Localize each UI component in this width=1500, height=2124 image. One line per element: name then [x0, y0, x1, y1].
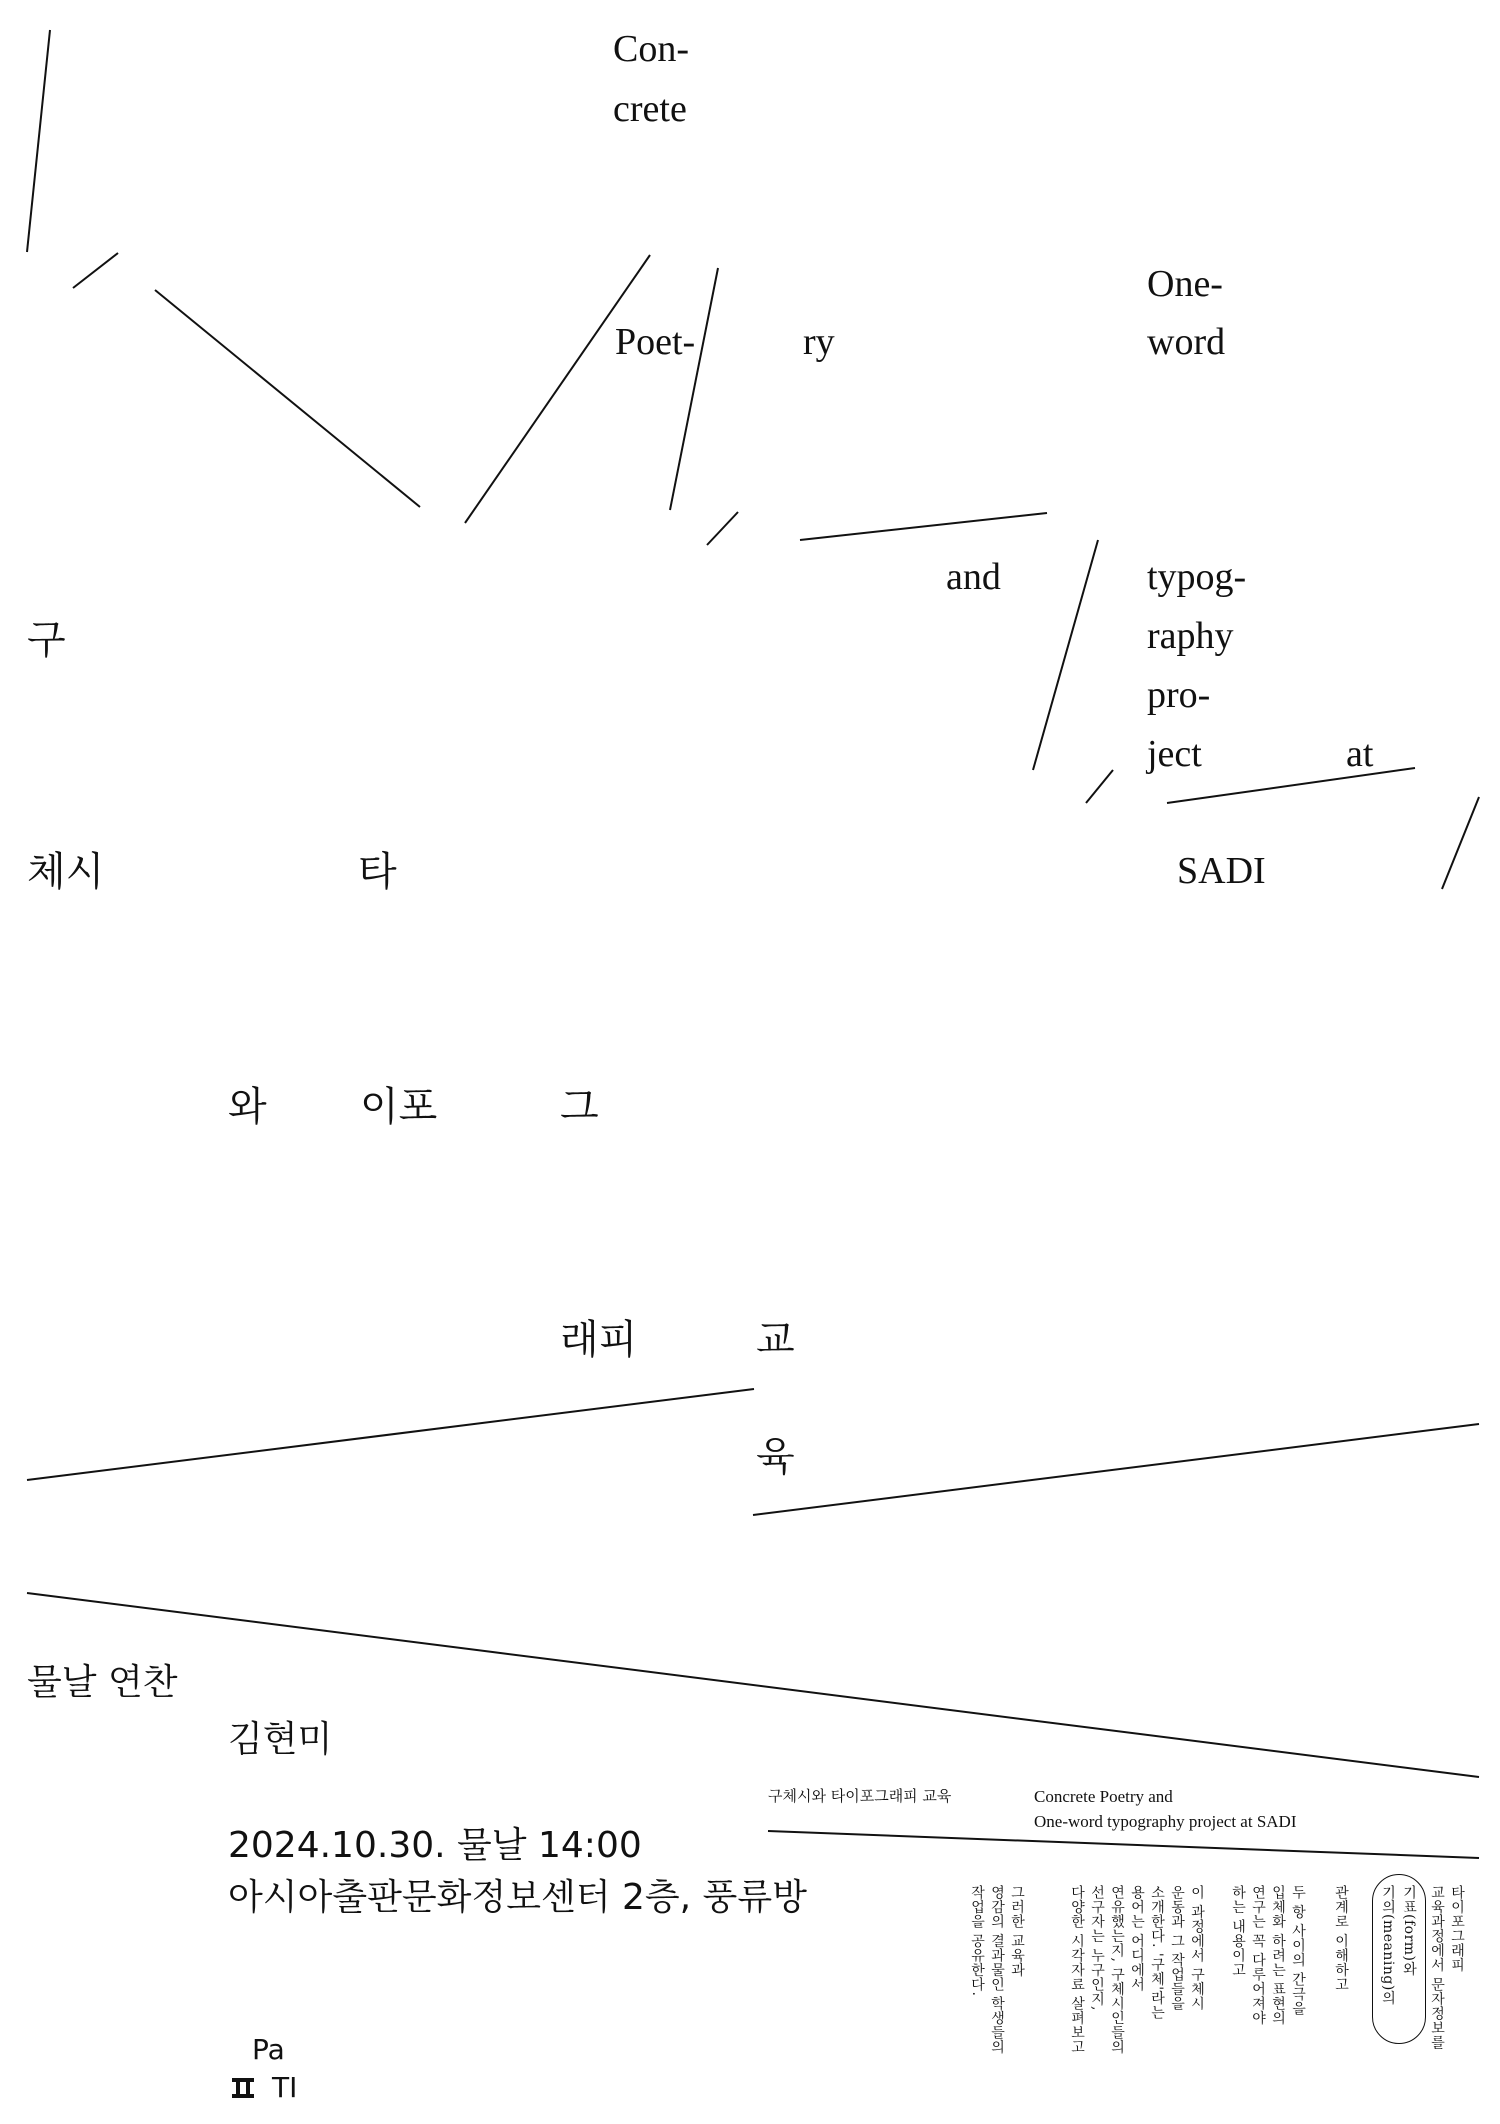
title-ko-ta: 타: [358, 849, 397, 895]
body-column: 이 과정에서 구체시: [1189, 1885, 1205, 2011]
title-ko-geu: 그: [560, 1084, 599, 1130]
body-column: 운동과 그 작업들을: [1169, 1885, 1185, 2011]
caption-title-en-1: Concrete Poetry and: [1034, 1787, 1173, 1806]
title-at: at: [1346, 733, 1374, 775]
title-ko-raepi: 래피: [560, 1317, 638, 1363]
line-3: [155, 290, 420, 507]
line-2: [73, 253, 118, 288]
title-ject: ject: [1147, 733, 1202, 775]
line-11: [1442, 797, 1479, 889]
title-ko-chesi: 체시: [27, 849, 105, 895]
title-ko-gyo: 교: [756, 1317, 795, 1363]
title-crete: crete: [613, 88, 687, 130]
line-1: [27, 30, 50, 252]
title-ko-gu: 구: [27, 617, 66, 663]
title-ko-wa: 와: [228, 1084, 267, 1130]
body-column: 입체화 하려는 표현의: [1270, 1885, 1286, 2026]
caption-title-en-2: One-word typography project at SADI: [1034, 1812, 1297, 1831]
body-column: 작업을 공유한다.: [969, 1885, 985, 1997]
title-word: word: [1147, 321, 1226, 363]
line-8: [1033, 540, 1098, 770]
title-sadi: SADI: [1177, 850, 1266, 892]
body-column: 용어는 어디에서: [1129, 1885, 1145, 1992]
body-column: 소개한다. '구체'라는: [1149, 1885, 1165, 2020]
line-7: [800, 513, 1047, 540]
title-one: One-: [1147, 263, 1223, 305]
line-4: [465, 255, 650, 523]
event-datetime: 2024.10.30. 물날 14:00: [228, 1825, 642, 1866]
title-ry: ry: [803, 321, 835, 363]
title-ko-ipo: 이포: [360, 1084, 438, 1130]
line-13: [753, 1424, 1479, 1515]
body-column: 교육과정에서 문자정보를: [1429, 1885, 1445, 2050]
line-12: [27, 1389, 754, 1480]
body-column: 연유했는지, 구체시인들의: [1109, 1885, 1125, 2055]
body-column: 다양한 시각자료 살펴보고: [1069, 1885, 1085, 2055]
title-ko-yuk: 육: [756, 1434, 795, 1480]
line-15: [768, 1831, 1479, 1858]
logo-line-1: Pa: [252, 2033, 285, 2066]
body-column: 타이포그래피: [1449, 1885, 1465, 1972]
pati-mark-icon: [232, 2078, 254, 2100]
title-pro: pro-: [1147, 674, 1211, 716]
event-venue: 아시아출판문화정보센터 2층, 풍류방: [228, 1877, 807, 1918]
logo-line-2: TI: [272, 2071, 298, 2104]
title-and: and: [946, 556, 1001, 598]
event-series: 물날 연찬: [27, 1662, 178, 1703]
line-5: [670, 268, 718, 510]
body-column: 영감의 결과물인 학생들의: [989, 1885, 1005, 2055]
body-column: 선구자는 누구인지,: [1089, 1885, 1105, 2011]
body-column: 연구는 꼭 다루어져야: [1250, 1885, 1266, 2026]
title-raphy: raphy: [1147, 615, 1234, 657]
body-column: 기의(meaning)의: [1380, 1885, 1396, 2006]
body-column: 관계로 이해하고: [1333, 1885, 1349, 1992]
body-column: 기표(form)와: [1401, 1885, 1417, 1977]
title-poet: Poet-: [615, 321, 696, 363]
body-column: 두 항 사이의 간극을: [1290, 1885, 1306, 2016]
body-column: 하는 내용이고: [1230, 1885, 1246, 1977]
line-6: [707, 512, 738, 545]
body-column: 그러한 교육과: [1009, 1885, 1025, 1977]
title-typog: typog-: [1147, 556, 1247, 598]
pati-logo: [232, 2033, 312, 2106]
caption-title-ko: 구체시와 타이포그래피 교육: [768, 1787, 952, 1805]
title-con: Con-: [613, 28, 689, 70]
line-10: [1167, 768, 1415, 803]
event-speaker: 김현미: [228, 1719, 333, 1760]
line-9: [1086, 770, 1113, 803]
